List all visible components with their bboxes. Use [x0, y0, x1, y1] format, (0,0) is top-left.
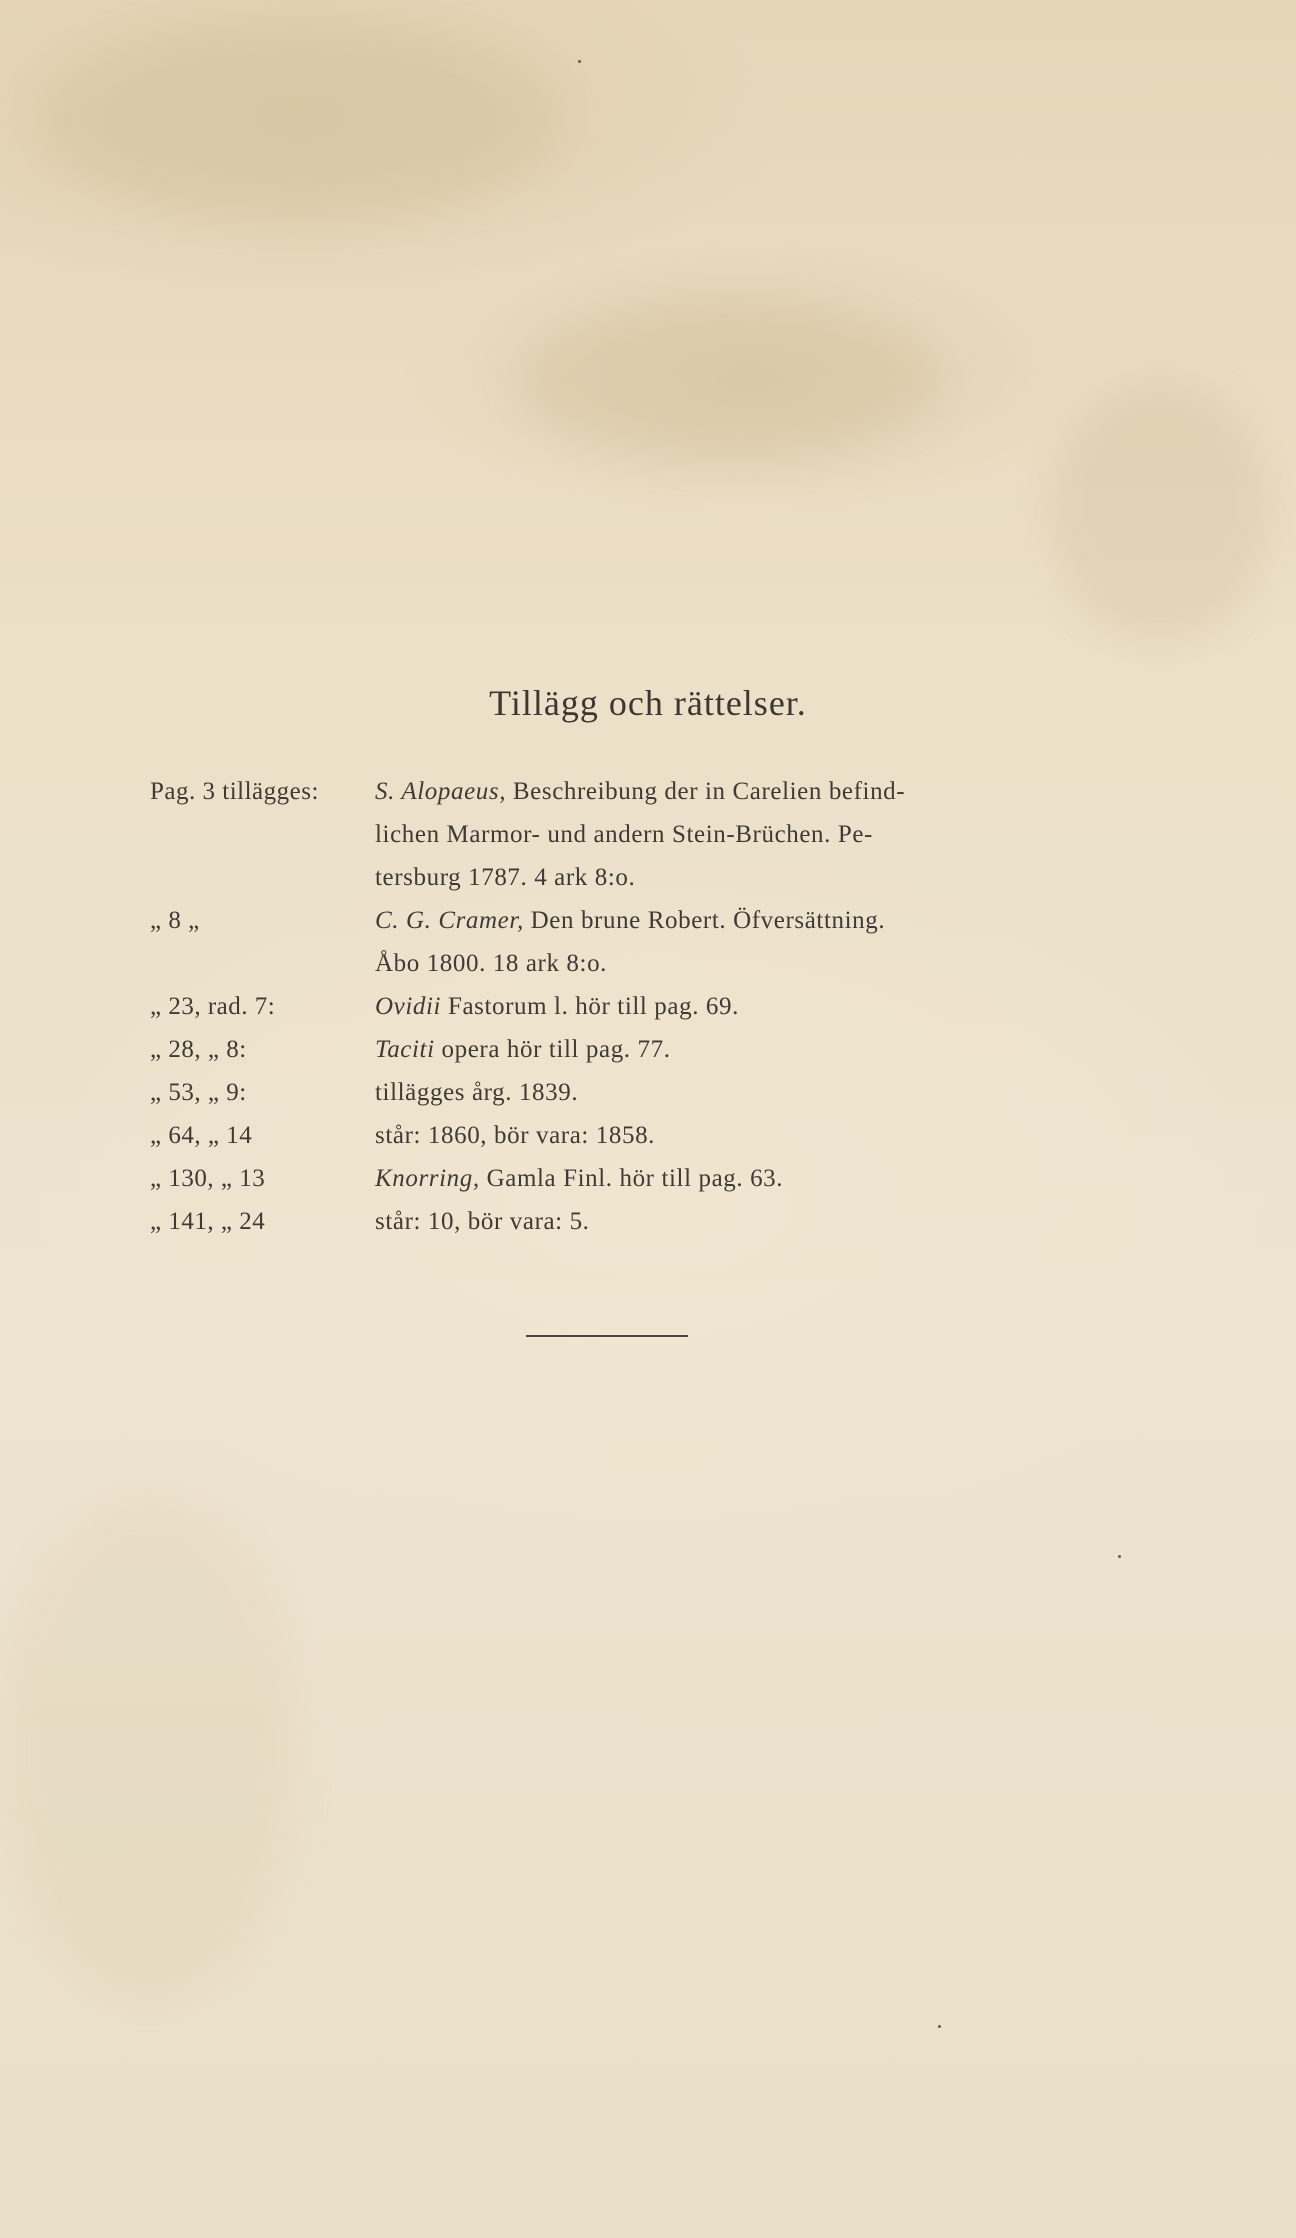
entry-text	[375, 1157, 1150, 1200]
page-reference: „ 28, „ 8:	[150, 1036, 247, 1063]
author-name: C. G. Cramer,	[375, 907, 524, 934]
page-reference: „ 141, „ 24	[150, 1208, 266, 1235]
errata-entry	[150, 1157, 1150, 1200]
entry-line: Gamla Finl. hör till pag. 63.	[486, 1165, 784, 1192]
author-name: Knorring,	[375, 1165, 480, 1192]
page-title: Tillägg och rättelser.	[489, 683, 807, 723]
errata-entry	[150, 1114, 1150, 1157]
page-reference: „ 53, „ 9:	[150, 1079, 247, 1106]
entry-line: Den brune Robert. Öfversättning.	[530, 907, 886, 934]
errata-entry	[150, 1200, 1150, 1243]
entry-text	[375, 1028, 1150, 1071]
entry-text	[375, 1071, 1150, 1114]
errata-entry	[150, 899, 1150, 985]
errata-entry	[150, 1028, 1150, 1071]
author-name: Ovidii	[375, 993, 442, 1020]
errata-list	[150, 770, 1150, 1243]
entry-line: lichen Marmor- und andern Stein-Brüchen. Pe-	[375, 821, 873, 848]
entry-line: Beschreibung der in Carelien befind-	[512, 778, 906, 805]
errata-entry	[150, 770, 1150, 899]
errata-entry	[150, 985, 1150, 1028]
page-reference: „ 130, „ 13	[150, 1165, 266, 1192]
author-name: Taciti	[375, 1036, 435, 1063]
errata-entry	[150, 1071, 1150, 1114]
entry-text	[375, 1114, 1150, 1157]
entry-line: opera hör till pag. 77.	[441, 1036, 671, 1063]
entry-line: står: 1860, bör vara: 1858.	[375, 1122, 656, 1149]
paper-speck	[938, 2025, 941, 2028]
page-reference: Pag. 3 tillägges:	[150, 778, 319, 805]
entry-text	[375, 985, 1150, 1028]
entry-line: tillägges årg. 1839.	[375, 1079, 579, 1106]
entry-text	[375, 899, 1150, 985]
paper-speck	[578, 60, 581, 63]
author-name: S. Alopaeus,	[375, 778, 507, 805]
entry-line: Fastorum l. hör till pag. 69.	[447, 993, 739, 1020]
page-reference: „ 8 „	[150, 907, 200, 934]
entry-text	[375, 1200, 1150, 1243]
entry-text	[375, 770, 1150, 899]
page-reference: „ 64, „ 14	[150, 1122, 253, 1149]
paper-speck	[1118, 1555, 1121, 1558]
closing-rule	[526, 1335, 688, 1337]
entry-line: står: 10, bör vara: 5.	[375, 1208, 590, 1235]
entry-line: tersburg 1787. 4 ark 8:o.	[375, 864, 636, 891]
entry-line: Åbo 1800. 18 ark 8:o.	[375, 950, 608, 977]
page-reference: „ 23, rad. 7:	[150, 993, 276, 1020]
